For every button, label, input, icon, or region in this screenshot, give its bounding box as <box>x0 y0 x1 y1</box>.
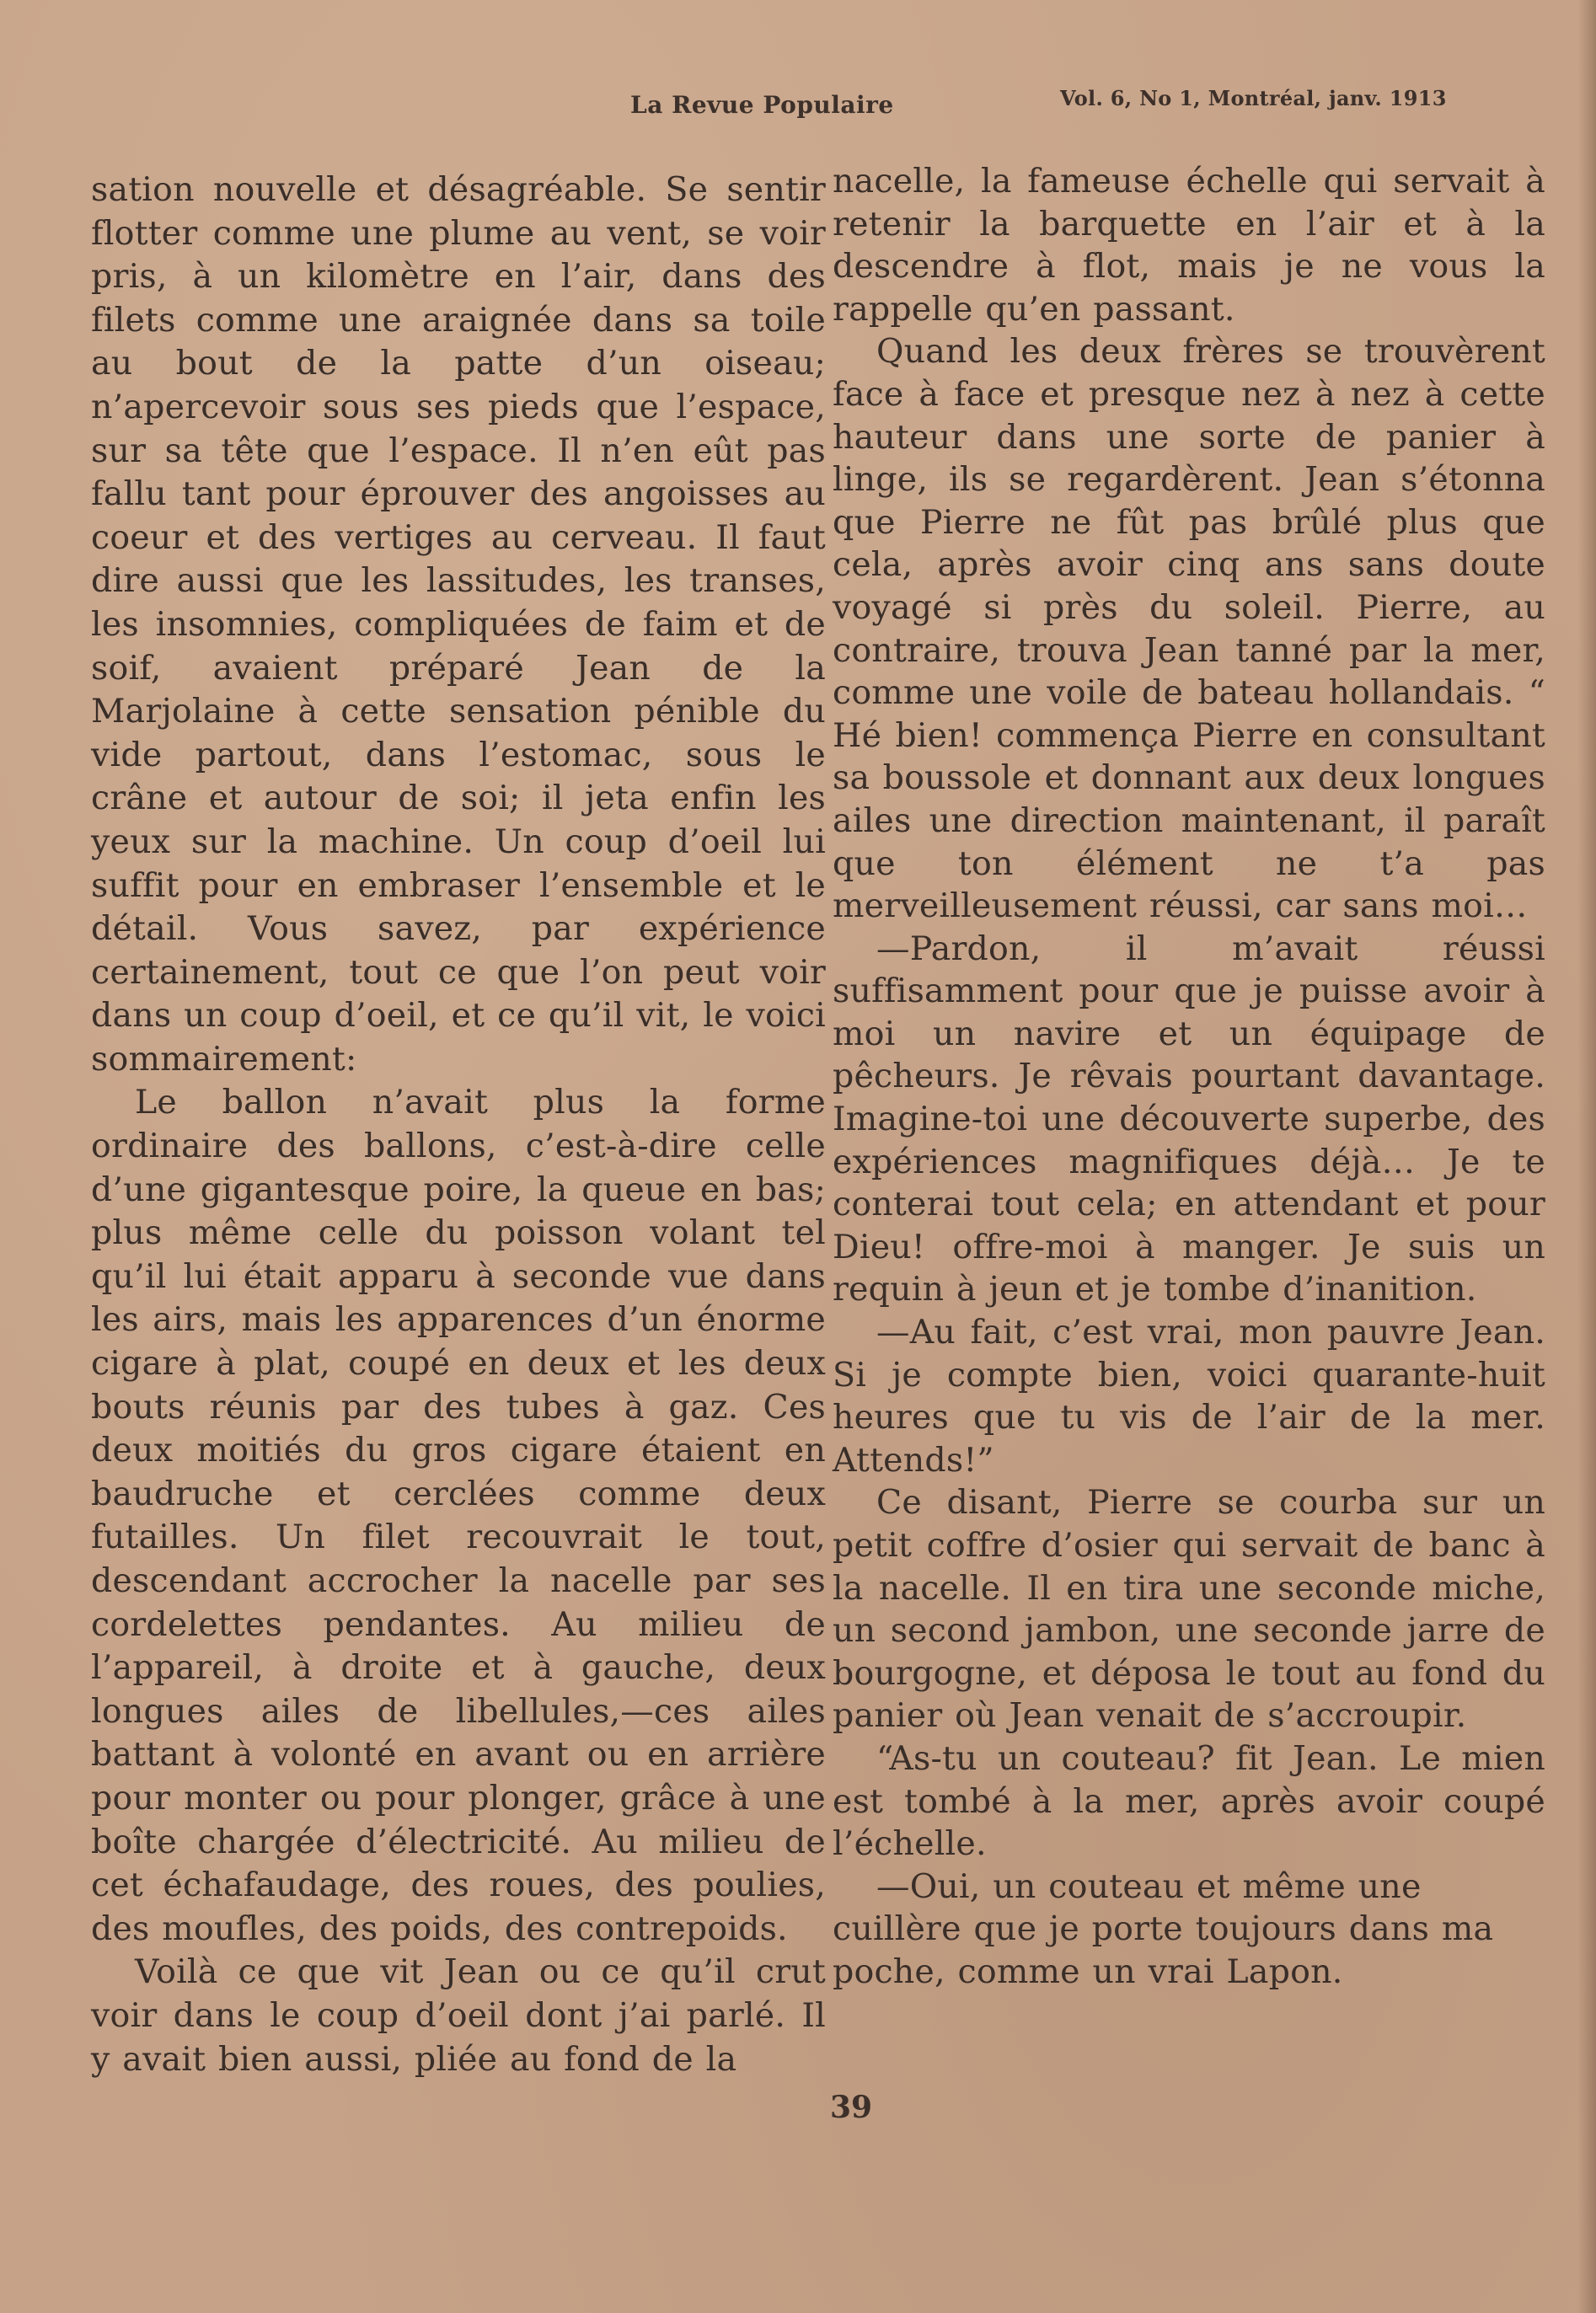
issue-info: Vol. 6, No 1, Montréal, janv. 1913 <box>1060 86 1447 110</box>
paragraph: Voilà ce que vit Jean ou ce qu’il crut voir dans le coup d’oeil dont j’ai parlé. Il y avait bien aussi, pliée au fond de la <box>91 1952 826 2079</box>
paragraph: Le ballon n’avait plus la forme ordinaire des ballons, c’est-à-dire celle d’une gigantesque poire, la queue en bas; plus même celle du poisson volant tel qu’il lui était apparu à seconde vue dans les airs, mais les apparences d’un énorme cigare à plat, coupé en deux et les deux bouts réunis par des tubes à gaz. Ces deux moitiés du gros cigare étaient en baudruche et cerclées comme deux futailles. Un filet recouvrait le tout, descendant accrocher la nacelle par ses cordelettes pendantes. Au milieu de l’appareil, à droite et à gauche, deux longues ailes de libellules,—ces ailes battant à volonté en avant ou en arrière pour monter ou pour plonger, grâce à une boîte chargée d’électricité. Au milieu de cet échafaudage, des roues, des poulies, des moufles, des poids, des contrepoids. <box>91 1083 826 1948</box>
publication-title: La Revue Populaire <box>630 91 894 119</box>
right-column <box>833 160 1545 1994</box>
paragraph: —Pardon, il m’avait réussi suffisamment pour que je puisse avoir à moi un navire et un équipage de pêcheurs. Je rêvais pourtant davantage. Imagine-toi une découverte superbe, des expériences magnifiques déjà… Je te conterai tout cela; en attendant et pour Dieu! offre-moi à manger. Je suis un requin à jeun et je tombe d’inanition. <box>833 929 1545 1309</box>
page-edge-shadow <box>1577 0 1596 2313</box>
paragraph: —Oui, un couteau et même une cuillère que je porte toujours dans ma poche, comme un vrai Lapon. <box>833 1866 1494 1991</box>
paragraph: Quand les deux frères se trouvèrent face à face et presque nez à nez à cette hauteur dans une sorte de panier à linge, ils se regardèrent. Jean s’étonna que Pierre ne fût pas brûlé plus que cela, après avoir cinq ans sans doute voyagé si près du soleil. Pierre, au contraire, trouva Jean tanné par la mer, comme une voile de bateau hollandais. “ Hé bien! commença Pierre en consultant sa boussole et donnant aux deux longues ailes une direction maintenant, il paraît que ton élément ne t’a pas merveilleusement réussi, car sans moi… <box>833 332 1545 926</box>
paragraph: —Au fait, c’est vrai, mon pauvre Jean. Si je compte bien, voici quarante-huit heures que tu vis de l’air de la mer. Attends!” <box>833 1313 1545 1480</box>
paragraph: sation nouvelle et désagréable. Se sentir flotter comme une plume au vent, se voir pris, à un kilomètre en l’air, dans des filets comme une araignée dans sa toile au bout de la patte d’un oiseau; n’apercevoir sous ses pieds que l’espace, sur sa tête que l’espace. Il n’en eût pas fallu tant pour éprouver des angoisses au coeur et des vertiges au cerveau. Il faut dire aussi que les lassitudes, les transes, les insomnies, compliquées de faim et de soif, avaient préparé Jean de la Marjolaine à cette sensation pénible du vide partout, dans l’estomac, sous le crâne et autour de soi; il jeta enfin les yeux sur la machine. Un coup d’oeil lui suffit pour en embraser l’ensemble et le détail. Vous savez, par expérience certainement, tout ce que l’on peut voir dans un coup d’oeil, et ce qu’il vit, le voici sommairement: <box>91 170 826 1079</box>
page-number: 39 <box>830 2090 873 2125</box>
paragraph: nacelle, la fameuse échelle qui servait à retenir la barquette en l’air et à la descendre à flot, mais je ne vous la rappelle qu’en passant. <box>833 162 1545 329</box>
paragraph: Ce disant, Pierre se courba sur un petit coffre d’osier qui servait de banc à la nacelle. Il en tira une seconde miche, un second jambon, une seconde jarre de bourgogne, et déposa le tout au fond du panier où Jean venait de s’accroupir. <box>833 1483 1545 1736</box>
left-column <box>91 169 826 2081</box>
paragraph: “As-tu un couteau? fit Jean. Le mien est tombé à la mer, après avoir coupé l’échelle. <box>833 1738 1545 1864</box>
page-header <box>0 86 1596 125</box>
